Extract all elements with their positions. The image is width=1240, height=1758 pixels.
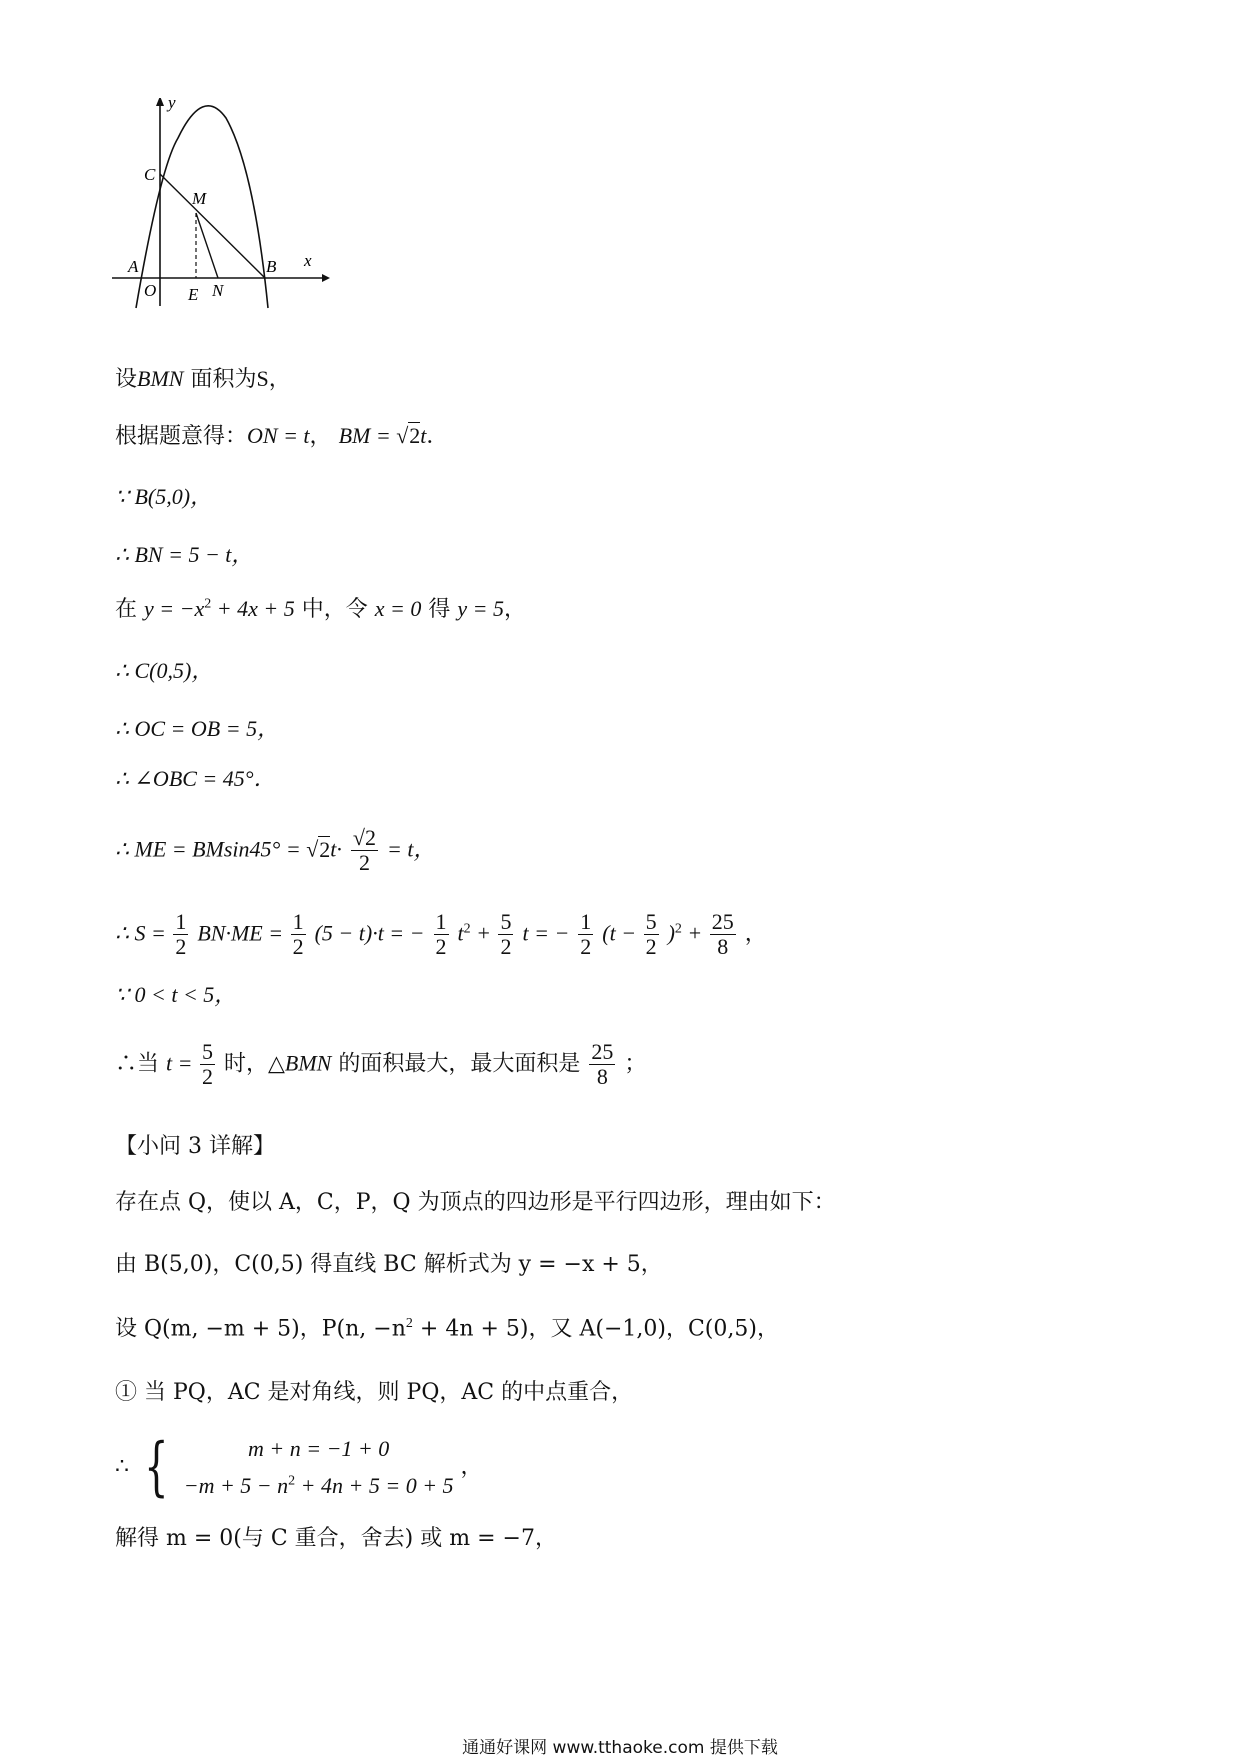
label-E: E (188, 285, 199, 304)
line-angle: ∴ ∠OBC = 45°． (115, 766, 276, 791)
label-O: O (144, 281, 157, 300)
line-point-B: ∵ B(5,0)， (115, 484, 213, 509)
label-A: A (128, 257, 139, 276)
y-axis-arrow (156, 98, 164, 106)
label-C: C (144, 165, 156, 184)
section-heading-q3: 【小问 3 详解】 (115, 1134, 275, 1159)
label-x: x (304, 251, 312, 270)
line-parabola: 在 $y = -x^2 + 4x + 5$ 中，令 x = 0 得 y = 5， (115, 596, 526, 622)
parabola-figure (108, 98, 368, 348)
line-OC-OB: ∴ OC = OB = 5， (115, 716, 280, 741)
line-point-C: ∴ C(0,5)， (115, 658, 214, 683)
line-set-points: 设 Q(m, −m + 5)，P(n, $-n^2 + 4n + 5$)，又 A(−1,0)，C(0,5)， (115, 1316, 779, 1342)
label-y: y (168, 98, 176, 112)
line-given: 根据题意得：ON = t， BM = √2t． (115, 423, 449, 449)
line-case-1: ① 当 PQ，AC 是对角线，则 PQ，AC 的中点重合， (115, 1380, 634, 1405)
line-area-def: 设BMN 面积为S， (115, 366, 291, 392)
line-max-area: ∴当 t = $\frac{5}{2}$ 时，△BMN 的面积最大，最大面积是 $\frac{25}{8}$ ； (115, 1039, 647, 1090)
system-row-2: $-m + 5 - n^2 + 4n + 5 = 0 + 5$ (183, 1473, 454, 1499)
label-N: N (212, 281, 224, 300)
segment-MN (196, 213, 218, 278)
system-row-1: m + n = −1 + 0 (247, 1436, 390, 1461)
line-equation-system: ∴ { m + n = −1 + 0 $-m + 5 - n^2 + 4n + 5 = 0 + 5$ ， (115, 1430, 483, 1505)
line-BN: ∴ BN = 5 − t， (115, 542, 254, 567)
line-BC-equation: 由 B(5,0)，C(0,5) 得直线 BC 解析式为 y = −x + 5， (115, 1252, 663, 1277)
footer-source: 通通好课网 www.tthaoke.com 提供下载 (462, 1738, 778, 1758)
line-area-formula: ∴ S = $\frac{1}{2}$ BN·ME = $\frac{1}{2}$ (5 − t)·t = − $\frac{1}{2}$ $t^2$ + $\frac{5}{2}$ t = − $\frac{1}{2}$ (t − $\frac{5}{2}$ )$^2$ + $\frac{25}{8}$ ， (115, 909, 767, 960)
line-t-range: ∵ 0 < t < 5， (115, 982, 237, 1007)
line-ME: ∴ ME = BMsin45° = √2t· $\frac{√2}{2}$ = t， (115, 825, 436, 876)
x-axis-arrow (322, 274, 330, 282)
label-M: M (192, 189, 207, 208)
line-solution: 解得 m = 0(与 C 重合，舍去) 或 m = −7， (115, 1526, 557, 1551)
line-exists-Q: 存在点 Q，使以 A，C，P，Q 为顶点的四边形是平行四边形，理由如下： (115, 1190, 836, 1215)
label-B: B (266, 257, 277, 276)
